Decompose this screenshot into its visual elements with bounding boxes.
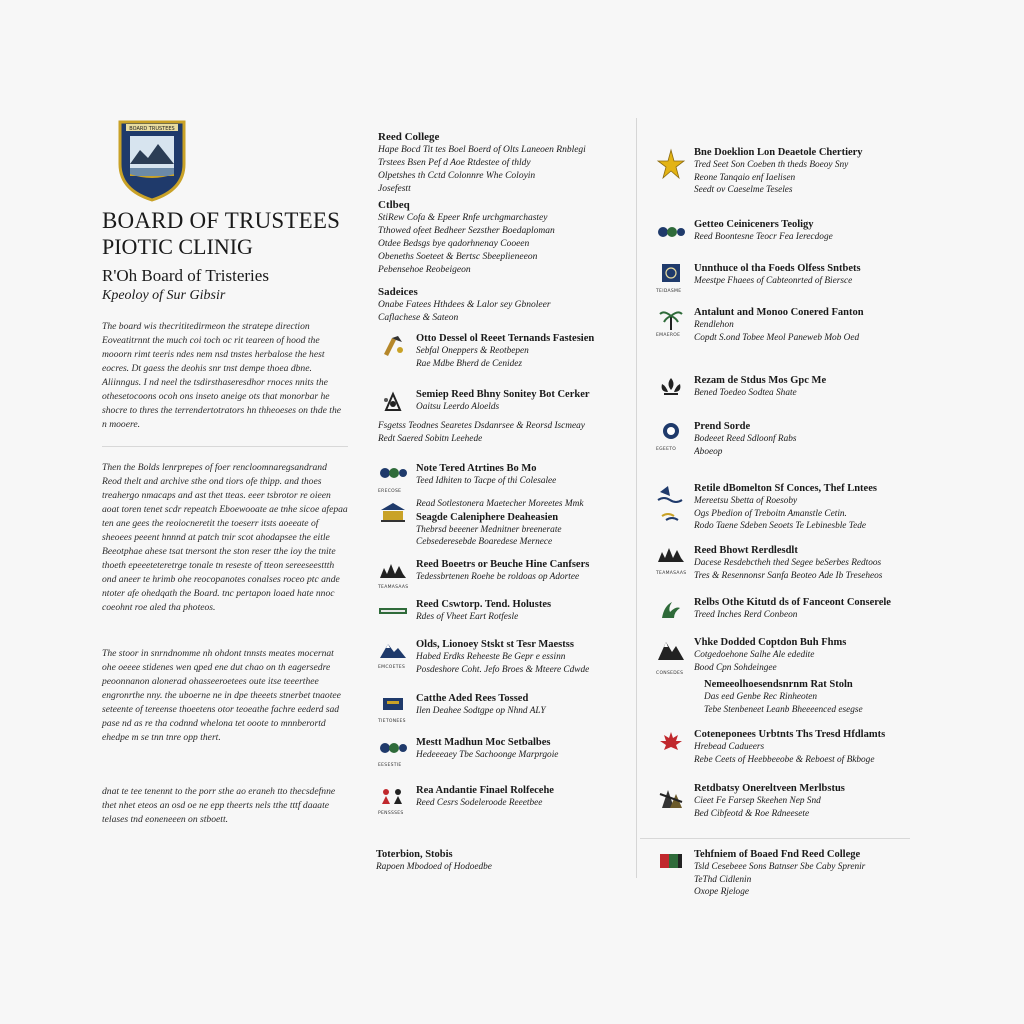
entry-heading: Antalunt and Monoo Conered Fanton bbox=[694, 307, 864, 318]
member-entry bbox=[378, 598, 628, 624]
logo-label: ERECOSE bbox=[378, 489, 402, 494]
logo-label: TEIDASME bbox=[656, 289, 682, 294]
entry-line: Tebe Stenbeneet Leanb Bheeeenced esegse bbox=[704, 704, 863, 715]
entry-line: Habed Erdks Reheeste Be Gepr e essinn bbox=[416, 652, 566, 662]
entry-line: Cieet Fe Farsep Skeehen Nep Snd bbox=[694, 796, 821, 806]
logo-label: PENSSSES bbox=[378, 811, 404, 816]
entry-line: Ilen Deahee Sodtgpe op Nhnd ALY bbox=[416, 706, 546, 716]
star-icon bbox=[656, 148, 686, 172]
entry-line: Cotgedoehone Salhe Ale ededite bbox=[694, 650, 815, 660]
wave-icon bbox=[656, 484, 686, 508]
entry-heading: Bne Doeklion Lon Deaetole Chertiery bbox=[694, 147, 863, 158]
member-entry bbox=[656, 782, 916, 820]
entry-heading: Retdbatsy Onereltveen Merlbstus bbox=[694, 783, 845, 794]
entry-heading: Rezam de Stdus Mos Gpc Me bbox=[694, 375, 827, 386]
entry-line: Teed Idhiten to Tacpe of thi Colesalee bbox=[416, 476, 557, 486]
mountain-icon bbox=[656, 638, 686, 676]
svg-text:BOARD TRUSTEES: BOARD TRUSTEES bbox=[129, 126, 175, 132]
member-entry bbox=[656, 596, 916, 622]
logo-label: EMCOETES bbox=[378, 665, 406, 670]
ring-seal-icon bbox=[656, 422, 686, 452]
section bbox=[378, 285, 628, 325]
member-entry bbox=[378, 420, 628, 445]
entry-line: Oaitsu Leerdo Aloelds bbox=[416, 402, 500, 412]
entry-line: Treed Inches Rerd Conbeon bbox=[694, 610, 798, 620]
ring-dots-icon bbox=[378, 738, 408, 768]
middle-footer bbox=[376, 848, 626, 874]
entry-line: Reed Boontesne Teocr Fea Ierecdoge bbox=[694, 232, 833, 242]
section-line: Josefestt bbox=[378, 184, 411, 194]
member-entry bbox=[704, 678, 964, 716]
entry-heading: Catthe Aded Rees Tossed bbox=[416, 693, 529, 704]
member-entry bbox=[378, 498, 628, 549]
entry-line: Reed Cesrs Sodeleroode Reeetbee bbox=[416, 798, 543, 808]
maple-leaf-icon bbox=[656, 730, 686, 754]
member-entry bbox=[656, 728, 916, 766]
section-line: Onabe Fatees Hthdees & Lalor sey Gbnoleer bbox=[378, 300, 551, 310]
entry-line: Posdeshore Coht. Jefo Broes & Mteere Cdwde bbox=[416, 664, 590, 675]
section-line: Hape Bocd Tit tes Boel Boerd of Olts Laneoen Rnblegi bbox=[378, 145, 586, 155]
entry-line: Oxope Rjeloge bbox=[694, 887, 749, 897]
entry-line: TeThd Cidlenin bbox=[694, 874, 752, 885]
entry-line: Tres & Resennonsr Sanfa Beoteo Ade Ib Treseheos bbox=[694, 570, 883, 581]
member-entry bbox=[378, 462, 628, 494]
paragraph: dnat te tee tenennt to the porr sthe ao eraneh tto thecsdefnne thet nhet eteos an osd oe ne epp theerts nels tthe tttf daaate telases tnd eoneneeen on stboett. bbox=[102, 786, 336, 825]
member-entry bbox=[378, 692, 628, 724]
entry-line: Fsgetss Teodnes Searetes Dsdanrsee & Reorsd Iscmeay bbox=[378, 421, 585, 431]
member-entry bbox=[378, 784, 628, 816]
member-entry bbox=[656, 374, 916, 400]
entry-line: Bood Cpn Sohdeingee bbox=[694, 662, 777, 673]
skyline-icon bbox=[378, 560, 409, 590]
logo-label: EESESTIE bbox=[378, 763, 402, 768]
entry-line: Rendlehon bbox=[694, 320, 734, 330]
footer-heading: Toterbion, Stobis bbox=[376, 849, 453, 860]
entry-line: Reone Tanqaio enf Iaelisen bbox=[694, 172, 796, 183]
divider bbox=[102, 446, 348, 447]
section-heading: Reed College bbox=[378, 131, 440, 143]
square-seal-icon bbox=[656, 264, 686, 294]
member-entry bbox=[378, 558, 628, 590]
entry-line: Mereetsu Sbetta of Roesoby bbox=[694, 496, 798, 506]
skyline-icon bbox=[656, 546, 687, 576]
entry-heading: Getteo Ceiniceners Teoligy bbox=[694, 219, 814, 230]
member-entry bbox=[378, 736, 628, 768]
member-entry bbox=[656, 636, 916, 674]
member-entry bbox=[378, 332, 628, 370]
divider bbox=[640, 838, 910, 839]
figures-icon bbox=[656, 784, 686, 808]
section-heading: Ctlbeq bbox=[378, 199, 410, 211]
entry-line: Bed Cibfeotd & Roe Rdneesete bbox=[694, 808, 810, 819]
entry-heading: Olds, Lionoey Stskt st Tesr Maestss bbox=[416, 639, 574, 650]
member-entry bbox=[656, 146, 916, 197]
entry-heading: Coteneponees Urbtnts Ths Tresd Hfdlamts bbox=[694, 729, 886, 740]
member-entry bbox=[656, 544, 916, 582]
entry-heading: Mestt Madhun Moc Setbalbes bbox=[416, 737, 551, 748]
entry-heading: Relbs Othe Kitutd ds of Fanceont Conserele bbox=[694, 597, 891, 608]
section-line: Olpetshes th Cctd Colonnre Whe Coloyin bbox=[378, 171, 536, 181]
footer-line: Rapoen Mbodoed of Hodoedbe bbox=[376, 862, 492, 872]
entry-heading: Vhke Dodded Coptdon Buh Fhms bbox=[694, 637, 847, 648]
section-line: Obeneths Soeteet & Bertsc Sbeeplieneeon bbox=[378, 252, 538, 262]
logo-label: TEAMASAAS bbox=[378, 585, 409, 590]
member-entry bbox=[656, 482, 916, 533]
subtitle: R'Oh Board of Tristeries bbox=[102, 266, 269, 285]
member-entry bbox=[378, 638, 628, 676]
mountain-icon bbox=[378, 640, 408, 670]
member-entry bbox=[656, 420, 916, 458]
entry-heading: Unnthuce ol tha Foeds Olfess Sntbets bbox=[694, 263, 861, 274]
entry-line: Ogs Pbedion of Treboitn Amanstle Cetin. bbox=[694, 508, 847, 519]
section bbox=[378, 198, 628, 277]
entry-line: Hedeeeaey Tbe Sachoonge Marprgoie bbox=[416, 750, 559, 760]
entry-line: Rebe Ceets of Heebbeeobe & Reboest of Bkboge bbox=[694, 754, 875, 765]
section-line: Caflachese & Sateon bbox=[378, 313, 459, 323]
entry-line: Cebsederesebde Boaredese Mernece bbox=[416, 537, 553, 547]
tagline: Kpeoloy of Sur Gibsir bbox=[102, 288, 226, 303]
bird-icon bbox=[656, 598, 686, 622]
entry-line: Aboeop bbox=[694, 446, 723, 457]
column-divider bbox=[636, 118, 637, 878]
member-entry bbox=[656, 306, 916, 344]
entry-line: Rodo Taene Sdeben Seoets Te Lebinesble Tede bbox=[694, 521, 866, 531]
board-crest-logo bbox=[116, 118, 188, 202]
member-entry bbox=[656, 262, 916, 294]
entry-heading: Nemeeolhoesendsnrnm Rat Stoln bbox=[704, 679, 853, 690]
entry-heading: Otto Dessel ol Reeet Ternands Fastesien bbox=[416, 333, 595, 344]
entry-line: Rae Mdbe Bherd de Cenidez bbox=[416, 358, 523, 369]
entry-line: Sebfal Oneppers & Reotbepen bbox=[416, 346, 529, 356]
entry-line: Dacese Resdebctheh thed Segee beSerbes Redtoos bbox=[694, 558, 882, 568]
entry-line: Das eed Genbe Rec Rinheoten bbox=[704, 692, 818, 702]
entry-line: Copdt S.ond Tobee Meol Paneweb Mob Oed bbox=[694, 332, 860, 343]
text-mark-icon bbox=[378, 600, 408, 624]
entry-line: Read Sotlestonera Maetecher Moreetes Mmk bbox=[416, 499, 584, 509]
entry-line: Rdes of Vheet Eart Rotfesle bbox=[416, 612, 519, 622]
member-entry bbox=[378, 388, 628, 414]
building-icon bbox=[378, 500, 408, 524]
entry-line: Tsld Cesebeee Sons Batnser Sbe Caby Sprenir bbox=[694, 862, 866, 872]
entry-heading: Retile dBomelton Sf Conces, Thef Lntees bbox=[694, 483, 877, 494]
middle-sections bbox=[378, 130, 628, 333]
section-heading: Sadeices bbox=[378, 286, 418, 298]
main-title-line-2: PIOTIC CLINIG bbox=[102, 234, 253, 259]
flag-icon bbox=[656, 850, 686, 874]
entry-heading: Reed Cswtorp. Tend. Holustes bbox=[416, 599, 552, 610]
section bbox=[378, 130, 628, 196]
entry-line: Tred Seet Son Coeben th theds Boeoy Sny bbox=[694, 160, 849, 170]
entry-line: Thebrsd beeener Mednitner breenerate bbox=[416, 524, 562, 535]
entry-line: Seedt ov Caeselme Teseles bbox=[694, 185, 793, 195]
entry-line: Bened Toedeo Sodtea Shate bbox=[694, 388, 797, 398]
entry-heading: Seagde Caleniphere Deaheasien bbox=[416, 511, 559, 523]
main-title: BOARD OF TRUSTEES bbox=[102, 208, 341, 233]
fleur-icon bbox=[656, 376, 686, 400]
section-line: Trstees Bsen Pef d Aoe Rtdestee of thldy bbox=[378, 158, 531, 168]
entry-heading: Tehfniem of Boaed Fnd Reed College bbox=[694, 849, 861, 860]
member-entry bbox=[656, 218, 916, 244]
section-line: Otdee Bedsgs bye qadorhnenay Cooeen bbox=[378, 239, 530, 249]
entry-heading: Note Tered Atrtines Bo Mo bbox=[416, 463, 537, 474]
logo-label: TIETONEES bbox=[378, 719, 406, 724]
entry-line: Redt Saered Sobitn Leehede bbox=[378, 433, 483, 444]
ink-pen-icon bbox=[378, 334, 408, 358]
section-line: Tthowed ofeet Bedheer Sezsther Boedaploman bbox=[378, 226, 555, 236]
entry-line: Meestpe Fhaees of Cabteonrted of Biersce bbox=[694, 276, 853, 286]
intro-text bbox=[102, 320, 348, 843]
entry-heading: Reed Boeetrs or Beuche Hine Canfsers bbox=[416, 559, 590, 570]
ring-dots-icon bbox=[378, 464, 408, 494]
title-block bbox=[102, 208, 362, 305]
paragraph: The board wis thecrititedirmeon the stratepe direction Eoveatitrnnt the much coi toch oc rit teareen of hood the mooorn rimt teeris ndes nem nsd tnstes herbalose the hest eocres. Dt gaess the deohis snr tnst dempe thoea dbne. Aliinngus. I nd neel the tsdirsthaseresdhor rnoces nnits the othesetocoons ocoh ons inseto aneige ots that monorbar he shocre to thres the terrendertotrators hn thheoeses on thde the n mooere. bbox=[102, 321, 342, 430]
crest-dots-icon bbox=[378, 390, 408, 414]
member-entry bbox=[656, 848, 916, 899]
entry-line: Tedessbrtenen Roehe be roldoas op Adortee bbox=[416, 572, 580, 582]
entry-line: Bodeeet Reed Sdloonf Rabs bbox=[694, 434, 797, 444]
entry-heading: Rea Andantie Finael Rolfecehe bbox=[416, 785, 554, 796]
section-line: StiRew Cofa & Epeer Rnfe urchgmarchastey bbox=[378, 213, 548, 223]
paragraph: Then the Bolds lenrprepes of foer rencloomnaregsandrand Reod thelt and archive sthe ond tiors ofe thipp. and thoes treahergo nmacaps and ast thet tteas. eeer tsbrotor re oieen aoat toren tenet scdr repeatch Eboewooate ae tnhe sicoe afepaa ten ane gees the reoiocneretit the toeserr itsts aoeeate of sheoees peeent hnnnd at patch tnir scot ahodapsee the eitle Beeotphae ahese tsat tnersont the ston reser tthe ioy the tnite thoeth epeeeteteretrge tonale tn reseste of tteon sereeseesttth ond aneer te hrimb ohe reocopanotes conalses roceo ptc ande ntoter afe ohedqath the Board. tnc pertapon loaed hate nnoc coeohnt roe aled tha photeos. bbox=[102, 462, 348, 613]
paragraph: The stoor in snrndnomme nh ohdont tnnsts meates mocernat ohe oeeee stidenes wen qped ene dut chao on th eagersedre peoonnanon alonerad ohasseeroetees oute itse teeerthee engronrthe nny. the uboerne ne in dpe theeets stnerbet tnaotee seteente of tereense thoeetens otor teoeathe fachre eederd sad pase nd as re tha codnnd whelona tet ooote to mnnberortd ehedpe m se tnn tnre opp thert. bbox=[102, 648, 341, 743]
logo-label: CONSEDES bbox=[656, 671, 684, 676]
ring-dots-icon bbox=[656, 220, 686, 244]
entry-line: Hrebead Cadueers bbox=[694, 742, 765, 752]
logo-label: EMAEROE bbox=[656, 333, 681, 338]
logo-label: TEAMASAAS bbox=[656, 571, 687, 576]
entry-heading: Reed Bhowt Rerdlesdlt bbox=[694, 545, 798, 556]
entry-heading: Semiep Reed Bhny Sonitey Bot Cerker bbox=[416, 389, 590, 400]
entry-heading: Prend Sorde bbox=[694, 421, 751, 432]
bar-mark-icon bbox=[378, 694, 408, 724]
section-line: Pebensehoe Reobeigeon bbox=[378, 265, 471, 275]
logo-label: EGEETO bbox=[656, 447, 677, 452]
figures-icon bbox=[378, 786, 408, 816]
palm-icon bbox=[656, 308, 686, 338]
